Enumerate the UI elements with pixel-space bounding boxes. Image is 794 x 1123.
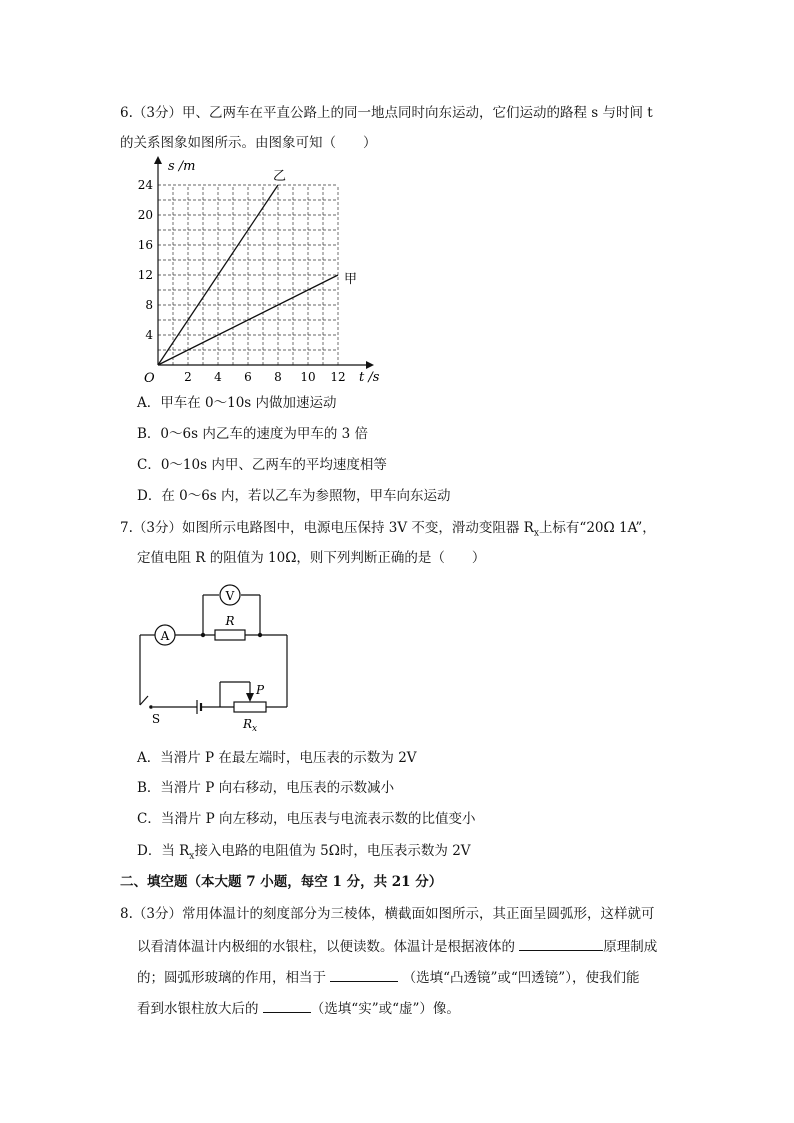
graph-grid [158,185,338,365]
x-tick-label: 8 [274,370,282,384]
q6-stem-line1: 6.（3分）甲、乙两车在平直公路上的同一地点同时向东运动，它们运动的路程 s 与时间 t [120,105,653,121]
q8-line2-pre: 以看清体温计内极细的水银柱，以便读数。体温计是根据液体的 [137,939,515,955]
y-tick-label: 20 [137,208,153,222]
voltmeter-label: V [225,589,235,603]
y-tick-label: 8 [145,298,153,312]
q8-line2 [137,936,657,957]
q7-option-b: B．当滑片 P 向右移动，电压表的示数减小 [137,780,395,796]
slider-label: P [256,683,265,697]
q7-stem-pre: 7.（3分）如图所示电路图中，电源电压保持 3V 不变，滑动变阻器 R [120,520,534,536]
x-tick-label: 2 [184,370,192,384]
y-tick-label: 4 [145,328,153,342]
s-t-graph [130,150,390,390]
q8-line3 [137,967,639,988]
q7-option-a: A．当滑片 P 在最左端时，电压表的示数为 2V [137,750,417,766]
q8-line4-post: （选填“实”或“虚”）像。 [310,1001,460,1017]
q8-line1: 8.（3分）常用体温计的刻度部分为三棱体，横截面如图所示，其正面呈圆弧形，这样就可 [120,906,655,922]
series-label-jia: 甲 [344,272,358,287]
q6-option-d: D．在 0～6s 内，若以乙车为参照物，甲车向东运动 [137,488,451,504]
q8-line3-post: （选填“凸透镜”或“凹透镜”），使我们能 [402,970,640,986]
q7-option-d-pre: D．当 R [137,843,190,859]
switch-label: S [151,712,161,726]
junction-left [201,633,205,637]
q7-option-c: C．当滑片 P 向左移动，电压表与电流表示数的比值变小 [137,811,476,827]
battery [197,700,201,714]
circuit-diagram [130,578,300,738]
x-tick-label: 10 [300,370,316,384]
q8-line4 [137,998,460,1019]
x-tick-label: 6 [244,370,252,384]
rheostat-label-sub: x [251,724,258,734]
q8-line3-pre: 的；圆弧形玻璃的作用，相当于 [137,970,326,986]
ammeter-label: A [160,629,170,643]
y-tick-label: 24 [137,178,153,192]
x-axis-arrow [366,361,374,369]
q7-stem-post: 上标有“20Ω 1A”， [538,520,656,536]
rheostat-label [242,717,257,734]
voltmeter [220,585,240,605]
y-tick-label: 12 [137,268,153,282]
x-tick-label: 4 [214,370,222,384]
q7-option-d-post: 接入电路的电阻值为 5Ω时，电压表示数为 2V [194,843,471,859]
q8-blank-2[interactable] [330,967,398,982]
q6-stem-line2: 的关系图象如图所示。由图象可知（ ） [120,135,377,151]
q7-stem-line1 [120,518,656,544]
q7-stem-line2: 定值电阻 R 的阻值为 10Ω，则下列判断正确的是（ ） [137,550,486,566]
junction-right [258,633,262,637]
q7-stem-sub: x [533,528,539,539]
q6-option-a: A．甲车在 0～10s 内做加速运动 [137,395,337,411]
section-heading: 二、填空题（本大题 7 小题，每空 1 分，共 21 分） [120,874,443,890]
switch-s [140,696,160,726]
rheostat-rx [234,702,266,734]
y-axis-arrow [154,156,162,164]
q7-option-d-sub: x [189,851,195,862]
series-label-yi: 乙 [273,169,287,184]
q7-option-d [137,841,471,867]
origin-label: O [144,371,155,386]
resistor-r [215,614,245,640]
resistor-r-label: R [225,614,235,628]
ammeter [155,625,175,645]
x-axis-label: t /s [359,370,380,385]
y-tick-label: 16 [137,238,153,252]
q8-line4-pre: 看到水银柱放大后的 [137,1001,259,1017]
y-axis-label: s /m [168,159,196,174]
q8-line2-post: 原理制成 [603,939,658,955]
q6-option-c: C．0～10s 内甲、乙两车的平均速度相等 [137,457,387,473]
q6-option-b: B．0～6s 内乙车的速度为甲车的 3 倍 [137,426,368,442]
q8-blank-3[interactable] [263,998,311,1013]
x-tick-label: 12 [330,370,346,384]
q8-blank-1[interactable] [519,936,603,951]
rheostat-label-main: R [242,717,252,731]
